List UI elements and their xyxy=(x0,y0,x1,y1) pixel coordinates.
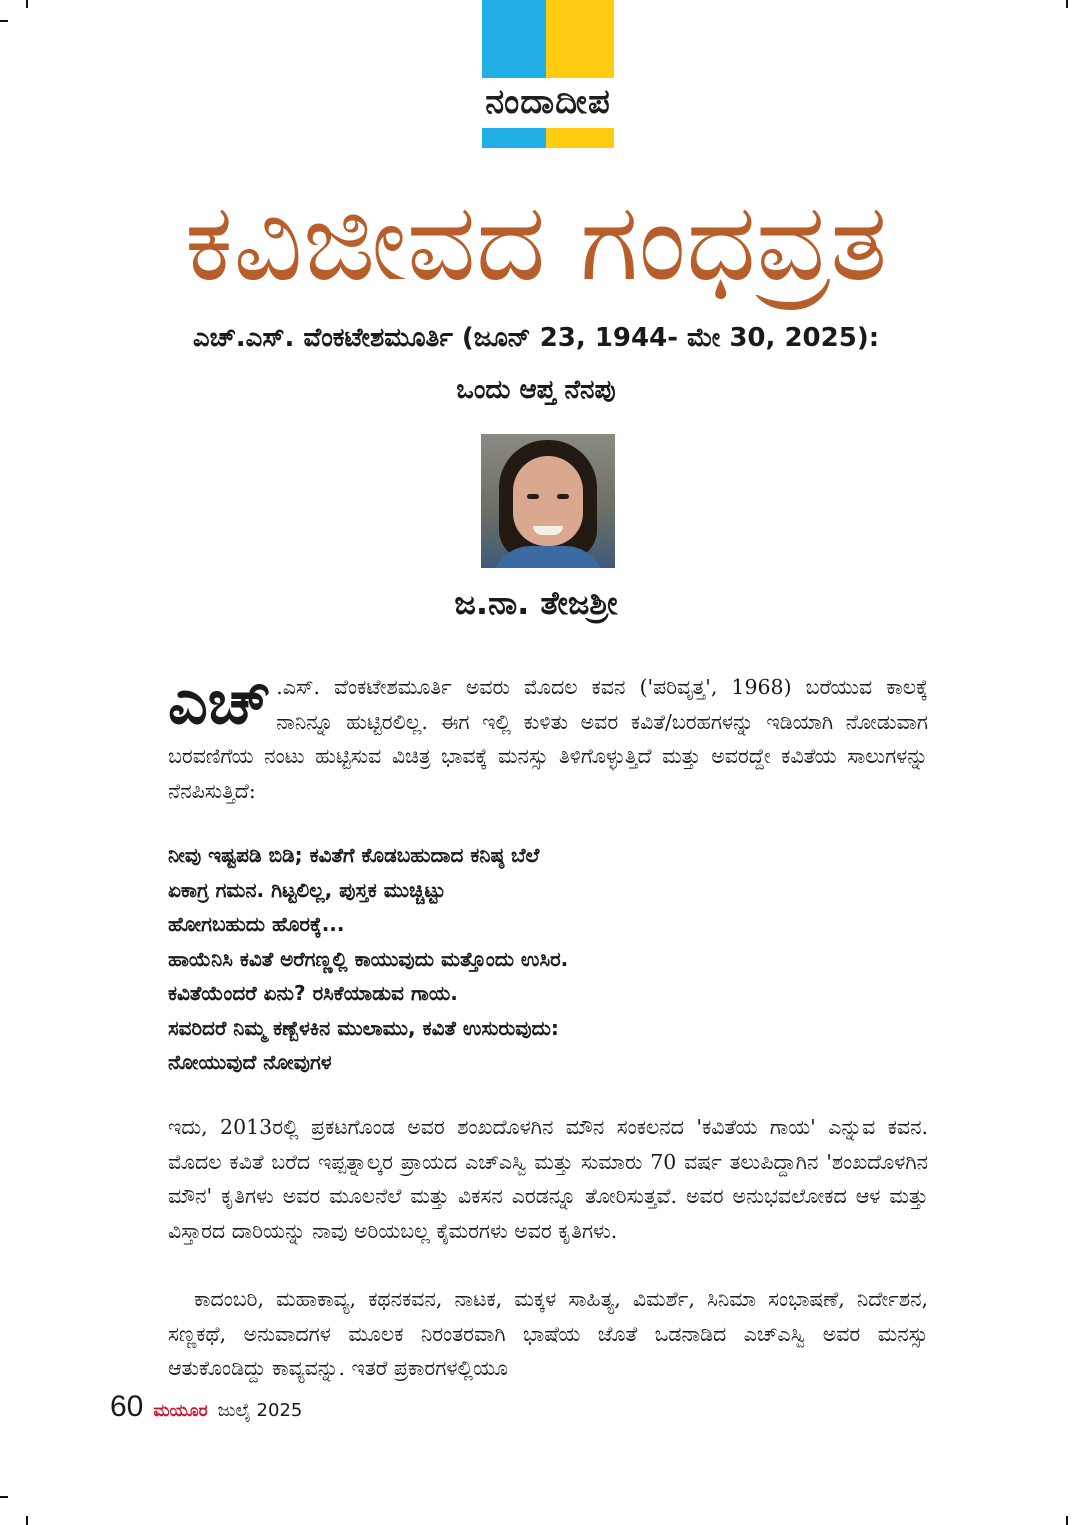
article-title: ಕವಿಜೀವದ ಗಂಧವ್ರತ xyxy=(184,180,888,305)
crop-mark xyxy=(1066,1516,1068,1525)
paragraph-1-text: .ಎಸ್. ವೆಂಕಟೇಶಮೂರ್ತಿ ಅವರು ಮೊದಲ ಕವನ ('ಪರಿವೃತ್ತ', 1968) ಬರೆಯುವ ಕಾಲಕ್ಕೆ ನಾನಿನ್ನೂ ಹುಟ್ಟಿರಲಿಲ್ಲ. ಈಗ ಇಲ್ಲಿ ಕುಳಿತು ಅವರ ಕವಿತೆ/ಬರಹಗಳನ್ನು ಇಡಿಯಾಗಿ ನೋಡುವಾಗ ಬರವಣಿಗೆಯ ನಂಟು ಹುಟ್ಟಿಸುವ ವಿಚಿತ್ರ ಭಾವಕ್ಕೆ ಮನಸ್ಸು ತಿಳಿಗೊಳ್ಳುತ್ತಿದೆ ಮತ್ತು ಅವರದ್ದೇ ಕವಿತೆಯ ಸಾಲುಗಳನ್ನು ನೆನಪಿಸುತ್ತಿದೆ: xyxy=(168,675,928,803)
page-footer xyxy=(110,1390,302,1430)
crop-mark xyxy=(0,1496,8,1498)
poem-line: ಹಾಯೆನಿಸಿ ಕವಿತೆ ಅರೆಗಣ್ಣಲ್ಲಿ ಕಾಯುವುದು ಮತ್ತೊಂದು ಉಸಿರ. xyxy=(168,946,569,971)
paragraph-3: ಕಾದಂಬರಿ, ಮಹಾಕಾವ್ಯ, ಕಥನಕವನ, ನಾಟಕ, ಮಕ್ಕಳ ಸಾಹಿತ್ಯ, ವಿಮರ್ಶೆ, ಸಿನಿಮಾ ಸಂಭಾಷಣೆ, ನಿರ್ದೇಶನ, ಸಣ್ಣಕಥೆ, ಅನುವಾದಗಳ ಮೂಲಕ ನಿರಂತರವಾಗಿ ಭಾಷೆಯ ಜೊತೆ ಒಡನಾಡಿದ ಎಚ್ಎಸ್ವಿ ಅವರ ಮನಸ್ಸು ಆತುಕೊಂಡಿದ್ದು ಕಾವ್ಯವನ್ನು. ಇತರೆ ಪ್ರಕಾರಗಳಲ್ಲಿಯೂ xyxy=(168,1287,928,1380)
section-name: ನಂದಾದೀಪ xyxy=(485,82,611,122)
poem-line: ಕವಿತೆಯೆಂದರೆ ಏನು? ರಸಿಕೆಯಾಡುವ ಗಾಯ. xyxy=(168,981,458,1005)
photo-eye xyxy=(557,494,569,499)
author-photo xyxy=(481,434,615,568)
section-logo xyxy=(482,0,614,150)
article-subtitle-line2: ಒಂದು ಆಪ್ತ ನೆನಪು xyxy=(456,375,616,405)
drop-cap: ಎಚ್ xyxy=(168,665,271,738)
logo-blue-bar xyxy=(482,128,546,148)
magazine-name: ಮಯೂರ xyxy=(153,1401,208,1421)
author-name: ಜ.ನಾ. ತೇಜಶ್ರೀ xyxy=(454,584,618,622)
logo-yellow-bar xyxy=(546,128,614,148)
poem-line: ಹೋಗಬಹುದು ಹೊರಕ್ಕೆ... xyxy=(168,912,345,936)
article-subtitle: ಎಚ್.ಎಸ್. ವೆಂಕಟೇಶಮೂರ್ತಿ (ಜೂನ್ 23, 1944- ಮೇ 30, 2025): xyxy=(192,323,880,353)
crop-mark xyxy=(1066,0,1068,8)
poem-line: ನೋಯುವುದೆ ನೋವುಗಳ xyxy=(168,1050,332,1074)
crop-mark xyxy=(26,1516,28,1525)
photo-eye xyxy=(527,494,539,499)
logo-yellow-block xyxy=(546,0,614,78)
logo-blue-block xyxy=(482,0,546,78)
poem-excerpt xyxy=(168,838,928,1080)
poem-line: ಏಕಾಗ್ರ ಗಮನ. ಗಿಟ್ಟಲಿಲ್ಲ, ಪುಸ್ತಕ ಮುಚ್ಚಿಟ್ಟು xyxy=(168,877,446,902)
poem-line: ನೀವು ಇಷ್ಟಪಡಿ ಬಿಡಿ; ಕವಿತೆಗೆ ಕೊಡಬಹುದಾದ ಕನಿಷ್ಠ ಬೆಲೆ xyxy=(168,843,540,867)
page-number: 60 xyxy=(110,1390,144,1423)
paragraph-2: ಇದು, 2013ರಲ್ಲಿ ಪ್ರಕಟಗೊಂಡ ಅವರ ಶಂಖದೊಳಗಿನ ಮೌನ ಸಂಕಲನದ 'ಕವಿತೆಯ ಗಾಯ' ಎನ್ನುವ ಕವನ. ಮೊದಲ ಕವಿತೆ ಬರೆದ ಇಪ್ಪತ್ನಾಲ್ಕರ ಪ್ರಾಯದ ಎಚ್ಎಸ್ವಿ ಮತ್ತು ಸುಮಾರು 70 ವರ್ಷ ತಲುಪಿದ್ದಾಗಿನ 'ಶಂಖದೊಳಗಿನ ಮೌನ' ಕೃತಿಗಳು ಅವರ ಮೂಲನೆಲೆ ಮತ್ತು ವಿಕಸನ ಎರಡನ್ನೂ ತೋರಿಸುತ್ತವೆ. ಅವರ ಅನುಭವಲೋಕದ ಆಳ ಮತ್ತು ವಿಸ್ತಾರದ ದಾರಿಯನ್ನು ನಾವು ಅರಿಯಬಲ್ಲ ಕೈಮರಗಳು ಅವರ ಕೃತಿಗಳು. xyxy=(168,1115,928,1243)
issue-date: ಜುಲೈ 2025 xyxy=(217,1400,303,1421)
crop-mark xyxy=(26,0,28,8)
photo-smile xyxy=(533,526,563,535)
paragraph-1 xyxy=(168,665,928,808)
poem-line: ಸವರಿದರೆ ನಿಮ್ಮ ಕಣ್ಬೆಳಕಿನ ಮುಲಾಮು, ಕವಿತೆ ಉಸುರುವುದು: xyxy=(168,1015,559,1040)
crop-mark xyxy=(0,20,8,22)
